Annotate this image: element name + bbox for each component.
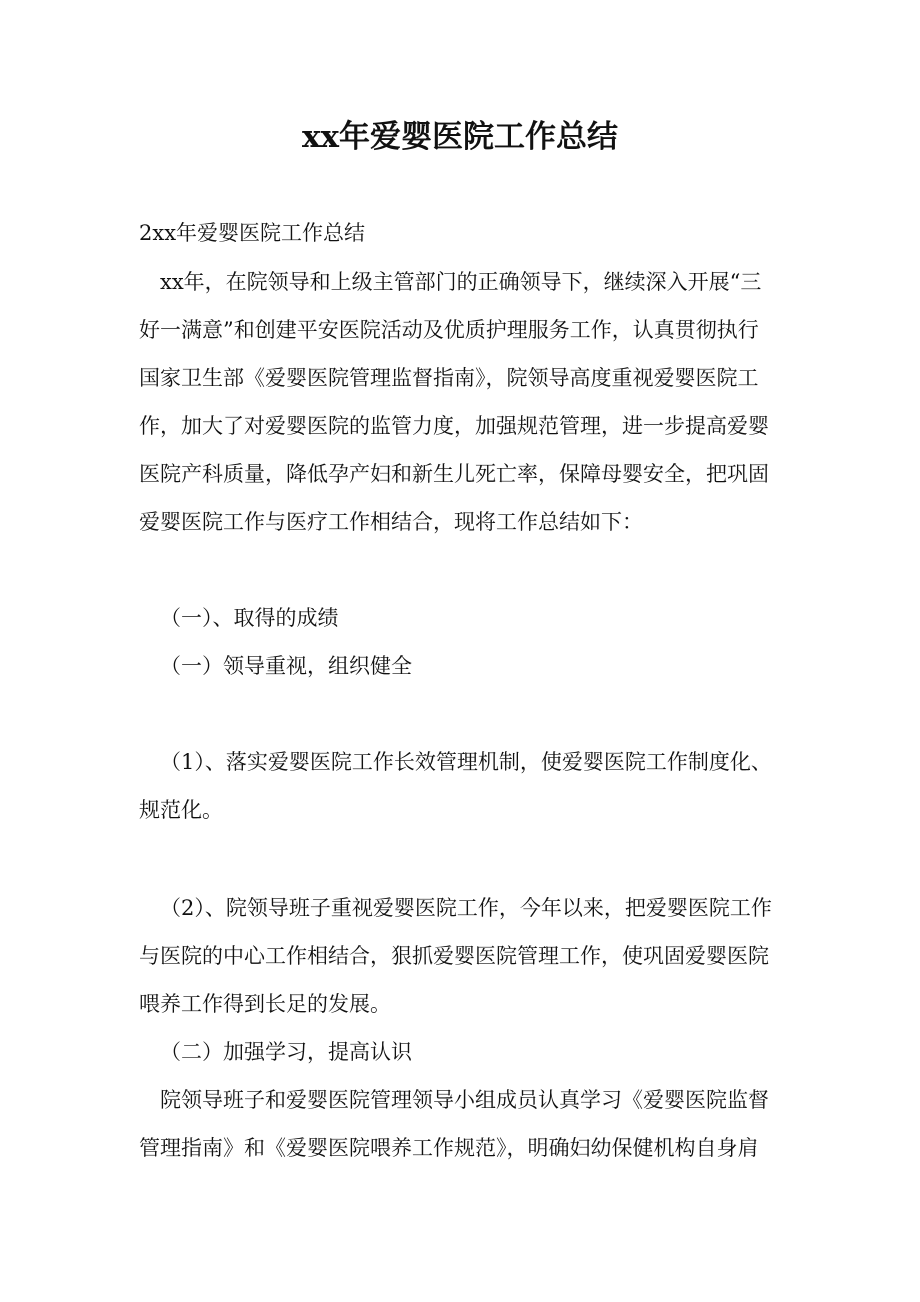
subtitle-line: 2xx年爱婴医院工作总结 (139, 221, 366, 245)
paragraph-line: xx年，在院领导和上级主管部门的正确领导下，继续深入开展“三 (160, 270, 762, 294)
paragraph-line: 爱婴医院工作与医疗工作相结合，现将工作总结如下： (139, 510, 643, 534)
paragraph-line: 作，加大了对爱婴医院的监管力度，加强规范管理，进一步提高爱婴 (139, 414, 769, 438)
paragraph-line: （1）、落实爱婴医院工作长效管理机制，使爱婴医院工作制度化、 (160, 750, 772, 774)
document-title: xx年爱婴医院工作总结 (302, 119, 618, 155)
paragraph-line: 规范化。 (139, 798, 223, 822)
paragraph-line: 与医院的中心工作相结合，狠抓爱婴医院管理工作，使巩固爱婴医院 (139, 944, 769, 968)
paragraph-line: 医院产科质量，降低孕产妇和新生儿死亡率，保障母婴安全，把巩固 (139, 462, 769, 486)
paragraph-line: 好一满意”和创建平安医院活动及优质护理服务工作，认真贯彻执行 (139, 318, 759, 342)
subsection-heading: （一）领导重视，组织健全 (160, 654, 412, 678)
paragraph-line: 国家卫生部《爱婴医院管理监督指南》，院领导高度重视爱婴医院工 (139, 366, 759, 390)
paragraph-line: （2）、院领导班子重视爱婴医院工作，今年以来，把爱婴医院工作 (160, 896, 772, 920)
paragraph-line: 院领导班子和爱婴医院管理领导小组成员认真学习《爱婴医院监督 (160, 1088, 769, 1112)
subsection-heading: （二）加强学习，提高认识 (160, 1040, 412, 1064)
paragraph-line: 喂养工作得到长足的发展。 (139, 992, 391, 1016)
paragraph-line: 管理指南》和《爱婴医院喂养工作规范》，明确妇幼保健机构自身肩 (139, 1136, 759, 1160)
section-heading: （一）、取得的成绩 (160, 606, 339, 630)
